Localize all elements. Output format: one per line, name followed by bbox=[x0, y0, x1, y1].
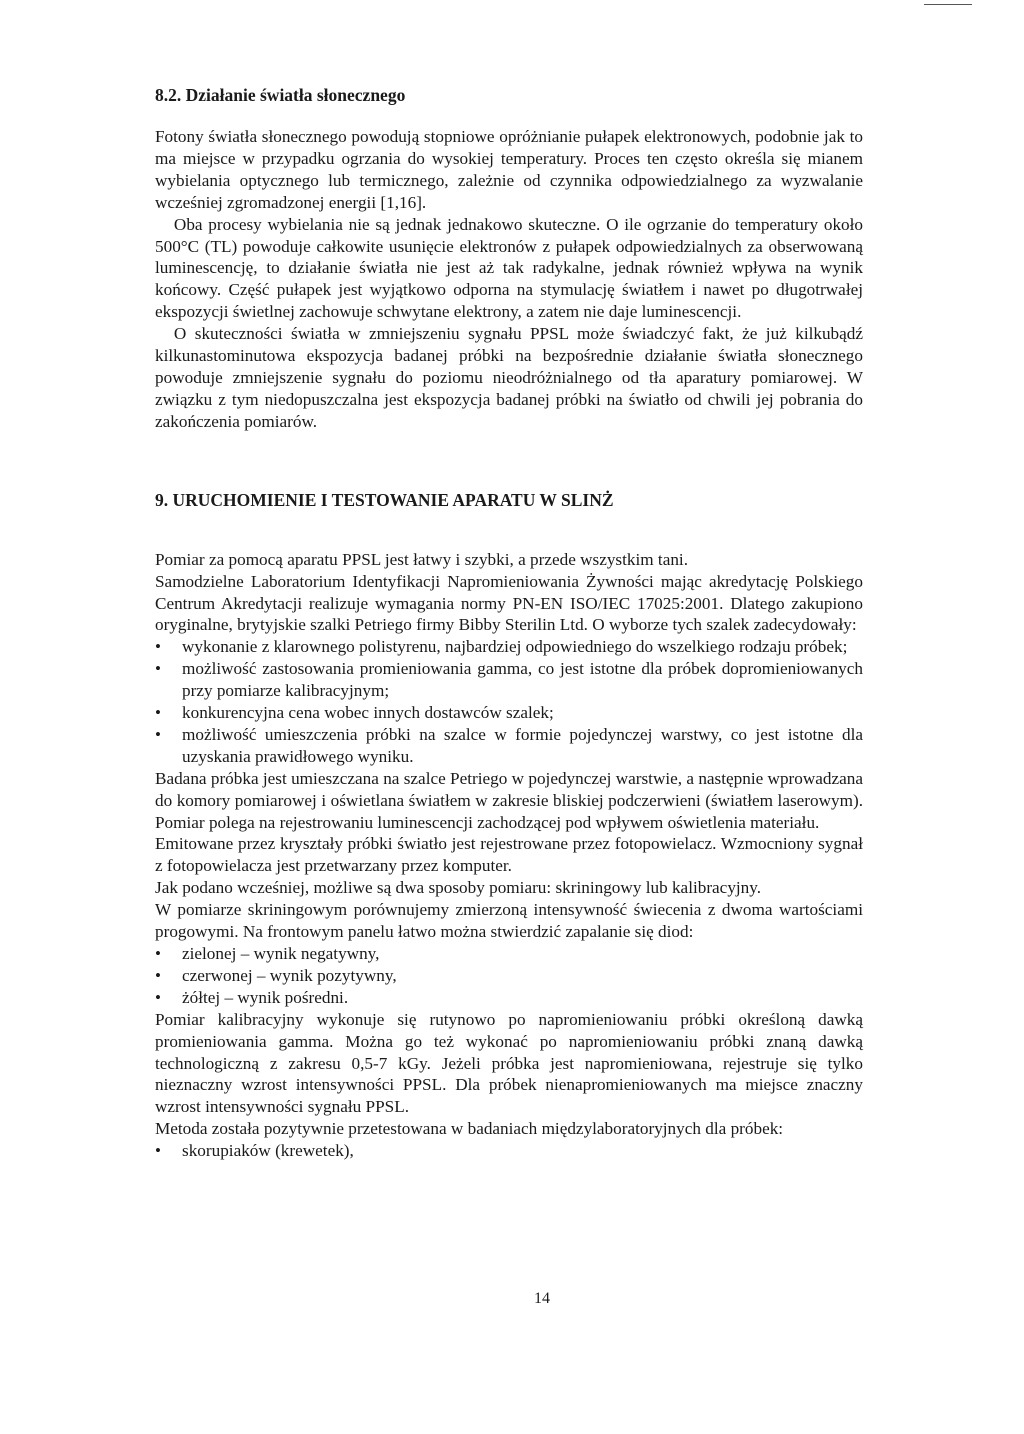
paragraph: Metoda została pozytywnie przetestowana w badaniach międzylaboratoryjnych dla próbek: bbox=[155, 1119, 784, 1139]
list-item: • zielonej – wynik negatywny, bbox=[155, 943, 863, 965]
paragraph: Pomiar kalibracyjny wykonuje się rutynowo po napromieniowaniu próbki określoną dawką promieniowania gamma. Można go też wykonać po napromieniowaniu próbki znaną dawką technologiczną z zakresu 0,5-7 kGy. Jeżeli próbka jest napromieniowana, rejestruje się tylko nieznaczny wzrost intensywności PPSL. Dla próbek nienapromieniowanych ma miejsce znaczny wzrost intensywności sygnału PPSL. bbox=[155, 1009, 863, 1117]
list-item: • skorupiaków (krewetek), bbox=[155, 1140, 863, 1162]
list-item: • czerwonej – wynik pozytywny, bbox=[155, 965, 863, 987]
bullet-list-dishes bbox=[155, 636, 863, 767]
document-page bbox=[155, 84, 863, 1162]
page-number: 14 bbox=[534, 1290, 550, 1307]
list-item: • żółtej – wynik pośredni. bbox=[155, 987, 863, 1009]
bullet-list-samples bbox=[155, 1140, 863, 1162]
list-item: • wykonanie z klarownego polistyrenu, najbardziej odpowiedniego do wszelkiego rodzaju próbek; bbox=[155, 636, 863, 658]
paragraph: Badana próbka jest umieszczana na szalce Petriego w pojedynczej warstwie, a następnie wprowadzana do komory pomiarowej i oświetlana światłem w zakresie bliskiej podczerwieni (światłem laserowym). Pomiar polega na rejestrowaniu luminescencji zachodzącej pod wpływem oświetlenia materiału. bbox=[155, 768, 863, 832]
paragraph: Oba procesy wybielania nie są jednak jednakowo skuteczne. O ile ogrzanie do temperatury około 500°C (TL) powoduje całkowite usunięcie elektronów z pułapek odpowiedzialnych za obserwowaną luminescencję, to działanie światła nie jest aż tak radykalne, jednak również wpływa na wynik końcowy. Część pułapek jest wyjątkowo odporna na stymulację światłem i nawet po długotrwałej ekspozycji świetlnej zachowuje schwytane elektrony, a zatem nie daje luminescencji. bbox=[155, 214, 863, 322]
list-item: • możliwość umieszczenia próbki na szalce w formie pojedynczej warstwy, co jest istotne dla uzyskania prawidłowego wyniku. bbox=[155, 724, 863, 768]
list-item: • możliwość zastosowania promieniowania gamma, co jest istotne dla próbek dopromieniowanych przy pomiarze kalibracyjnym; bbox=[155, 658, 863, 702]
paragraph: Samodzielne Laboratorium Identyfikacji Napromieniowania Żywności mając akredytację Polskiego Centrum Akredytacji realizuje wymagania normy PN-EN ISO/IEC 17025:2001. Dlatego zakupiono oryginalne, brytyjskie szalki Petriego firmy Bibby Sterilin Ltd. O wyborze tych szalek zadecydowały: bbox=[155, 571, 863, 635]
top-rule bbox=[924, 4, 972, 5]
list-item: • konkurencyjna cena wobec innych dostawców szalek; bbox=[155, 702, 863, 724]
bullet-list-diodes bbox=[155, 943, 863, 1009]
paragraph: Jak podano wcześniej, możliwe są dwa sposoby pomiaru: skriningowy lub kalibracyjny. bbox=[155, 878, 762, 898]
paragraph: O skuteczności światła w zmniejszeniu sygnału PPSL może świadczyć fakt, że już kilkubądź kilkunastominutowa ekspozycja badanej próbki na bezpośrednie działanie światła słonecznego powoduje zmniejszenie sygnału do poziomu nieodróżnialnego od tła aparatury pomiarowej. W związku z tym niedopuszczalna jest ekspozycja badanej próbki na światło od chwili jej pobrania do zakończenia pomiarów. bbox=[155, 324, 863, 431]
paragraph: Fotony światła słonecznego powodują stopniowe opróżnianie pułapek elektronowych, podobnie jak to ma miejsce w przypadku ogrzania do wysokiej temperatury. Proces ten często określa się mianem wybielania optycznego lub termicznego, zależnie od czynnika odpowiedzialnego za wyzwalanie wcześniej zgromadzonej energii [1,16]. bbox=[155, 127, 863, 212]
paragraph: Emitowane przez kryształy próbki światło jest rejestrowane przez fotopowielacz. Wzmocniony sygnał z fotopowielacza jest przetwarzany przez komputer. bbox=[155, 834, 863, 876]
section-heading-9: 9. URUCHOMIENIE I TESTOWANIE APARATU W SLINŻ bbox=[155, 489, 614, 510]
paragraph: W pomiarze skriningowym porównujemy zmierzoną intensywność świecenia z dwoma wartościami progowymi. Na frontowym panelu łatwo można stwierdzić zapalanie się diod: bbox=[155, 900, 863, 942]
paragraph: Pomiar za pomocą aparatu PPSL jest łatwy i szybki, a przede wszystkim tani. bbox=[155, 549, 689, 569]
section-heading-8-2: 8.2. Działanie światła słonecznego bbox=[155, 85, 406, 105]
